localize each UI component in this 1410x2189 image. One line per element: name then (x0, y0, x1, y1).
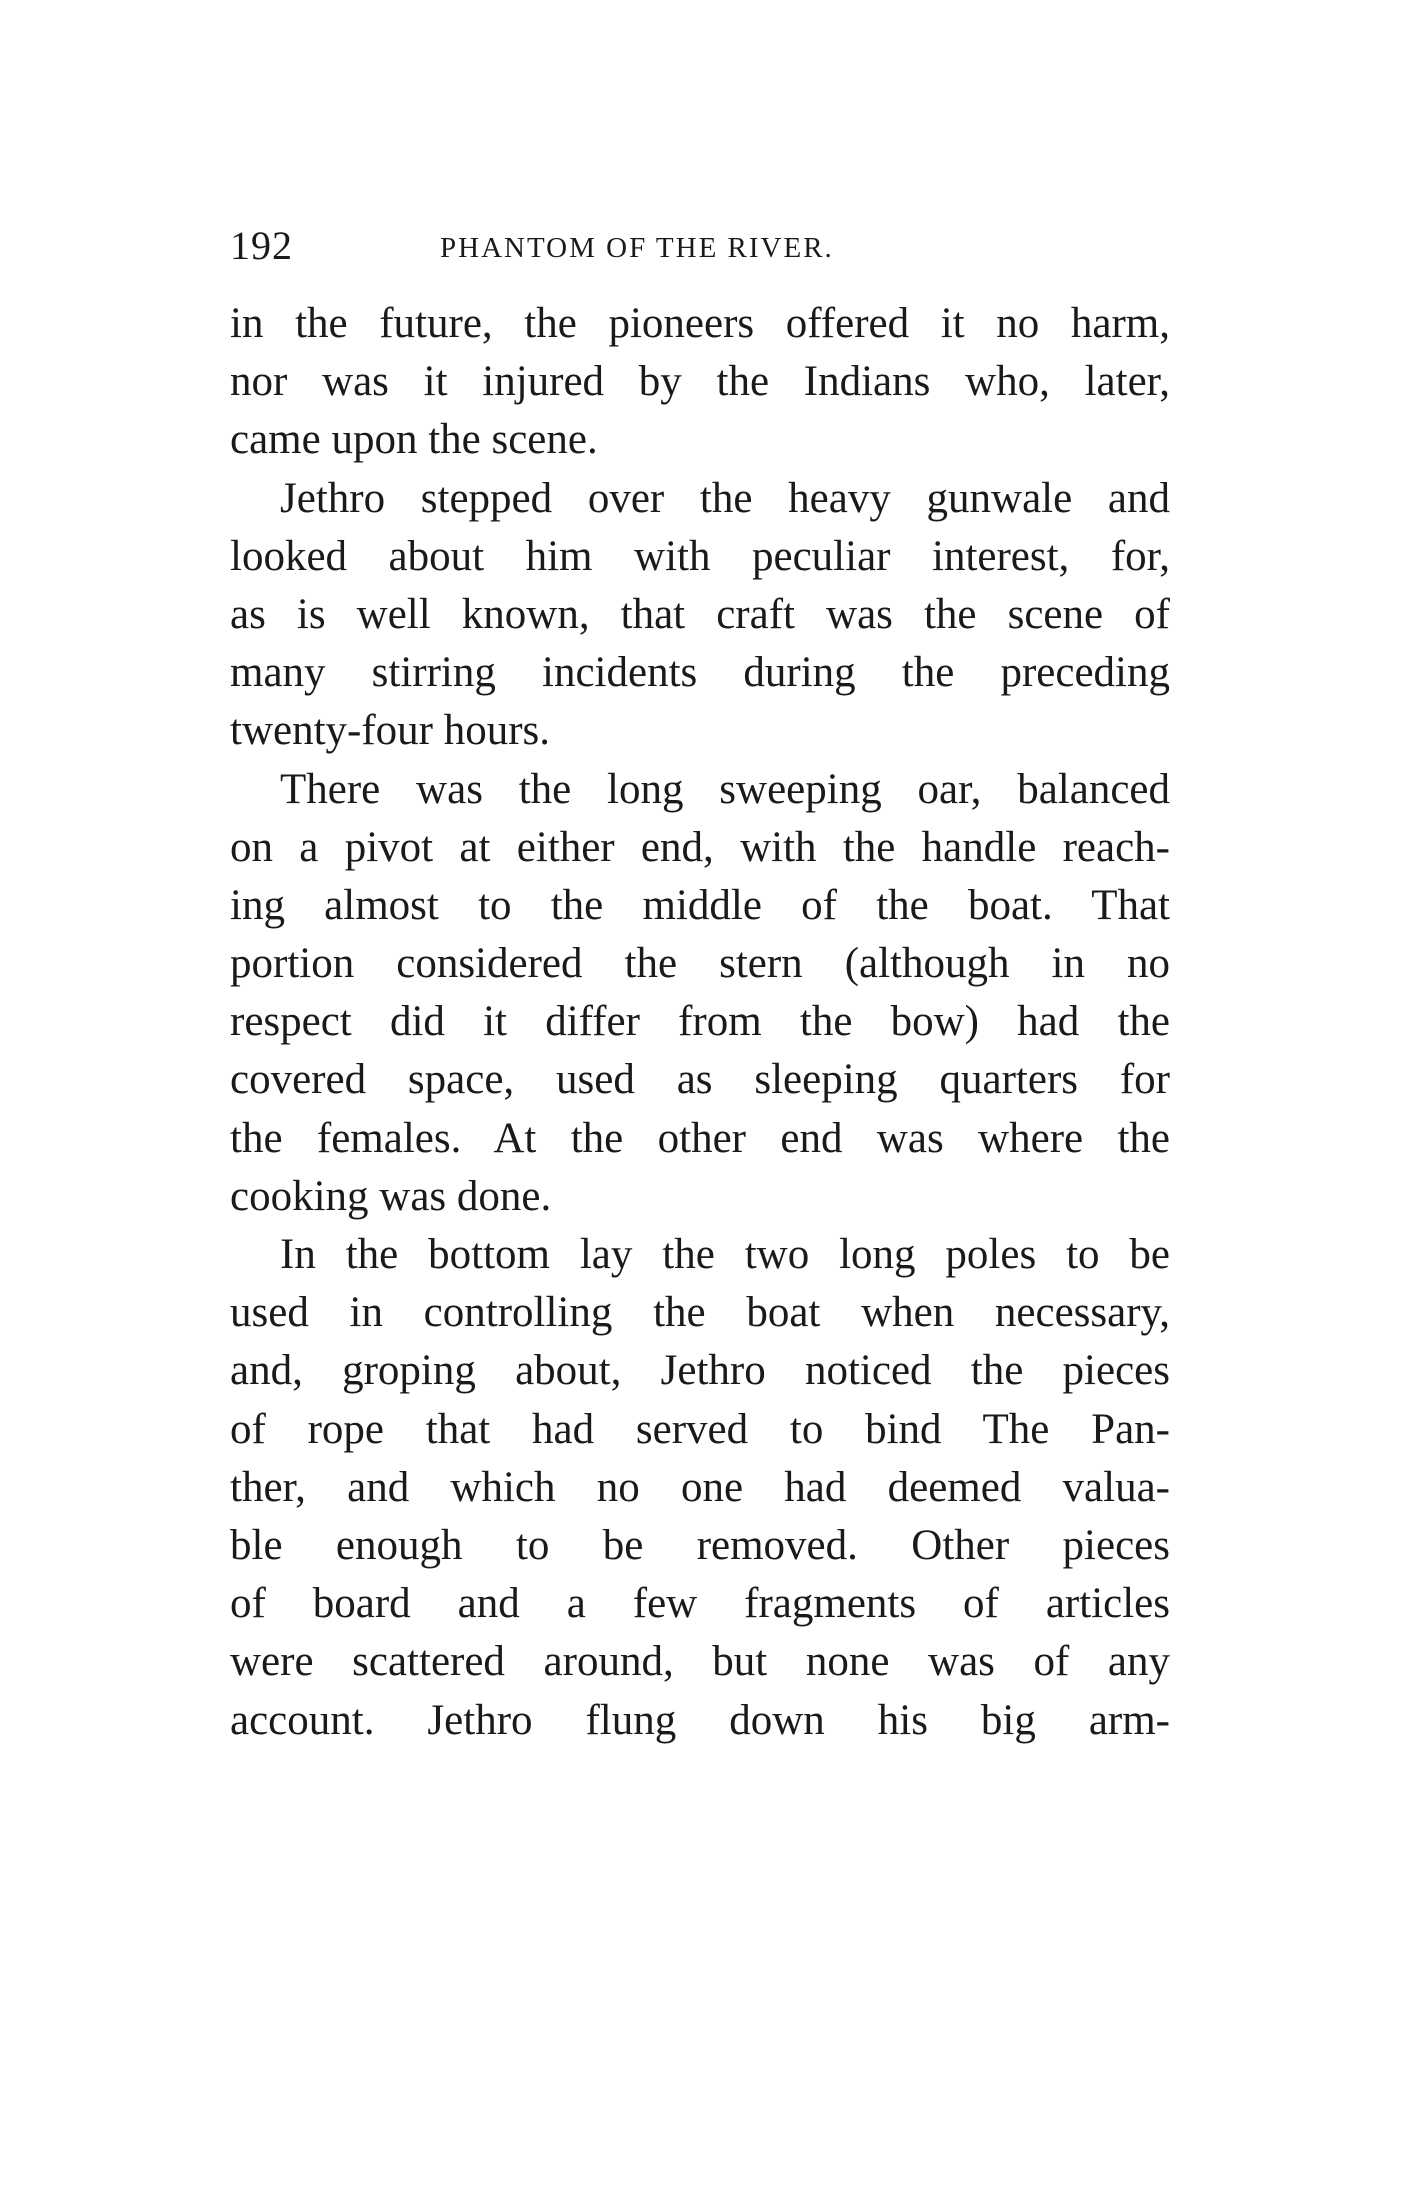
text-line: many stirring incidents during the preceding (230, 649, 1170, 697)
text-line: cooking was done. (230, 1172, 552, 1220)
text-line: as is well known, that craft was the scene of (230, 590, 1170, 638)
text-line: came upon the scene. (230, 416, 598, 464)
text-line: looked about him with peculiar interest, for, (230, 532, 1170, 580)
text-line: ing almost to the middle of the boat. That (230, 881, 1170, 929)
body-text (230, 295, 1170, 1750)
text-line: and, groping about, Jethro noticed the pieces (230, 1347, 1170, 1395)
text-line: the females. At the other end was where the (230, 1114, 1170, 1162)
paragraph-4 (230, 1226, 1170, 1750)
text-line: respect did it differ from the bow) had the (230, 998, 1170, 1046)
text-line: There was the long sweeping oar, balanced (280, 765, 1170, 813)
text-line: twenty-four hours. (230, 707, 551, 755)
text-line: in the future, the pioneers offered it no harm, (230, 300, 1170, 347)
text-line: ther, and which no one had deemed valua- (230, 1463, 1170, 1511)
running-title: PHANTOM OF THE RIVER. (440, 232, 834, 264)
text-line: account. Jethro flung down his big arm- (230, 1696, 1170, 1744)
text-line: used in controlling the boat when necessary, (230, 1289, 1170, 1337)
text-line: Jethro stepped over the heavy gunwale and (280, 474, 1170, 522)
text-line: ble enough to be removed. Other pieces (230, 1521, 1170, 1569)
text-line: of rope that had served to bind The Pan- (230, 1405, 1170, 1453)
paragraph-1 (230, 295, 1170, 470)
text-line: of board and a few fragments of articles (230, 1580, 1170, 1628)
text-line: In the bottom lay the two long poles to be (280, 1231, 1170, 1278)
paragraph-3 (230, 761, 1170, 1227)
text-line: nor was it injured by the Indians who, later, (230, 358, 1170, 406)
paragraph-2 (230, 470, 1170, 761)
text-line: covered space, used as sleeping quarters for (230, 1056, 1170, 1104)
running-head (230, 222, 1170, 282)
text-line: were scattered around, but none was of any (230, 1638, 1170, 1686)
page-number: 192 (230, 223, 293, 268)
text-line: portion considered the stern (although in no (230, 940, 1170, 988)
text-line: on a pivot at either end, with the handle reach- (230, 823, 1170, 871)
